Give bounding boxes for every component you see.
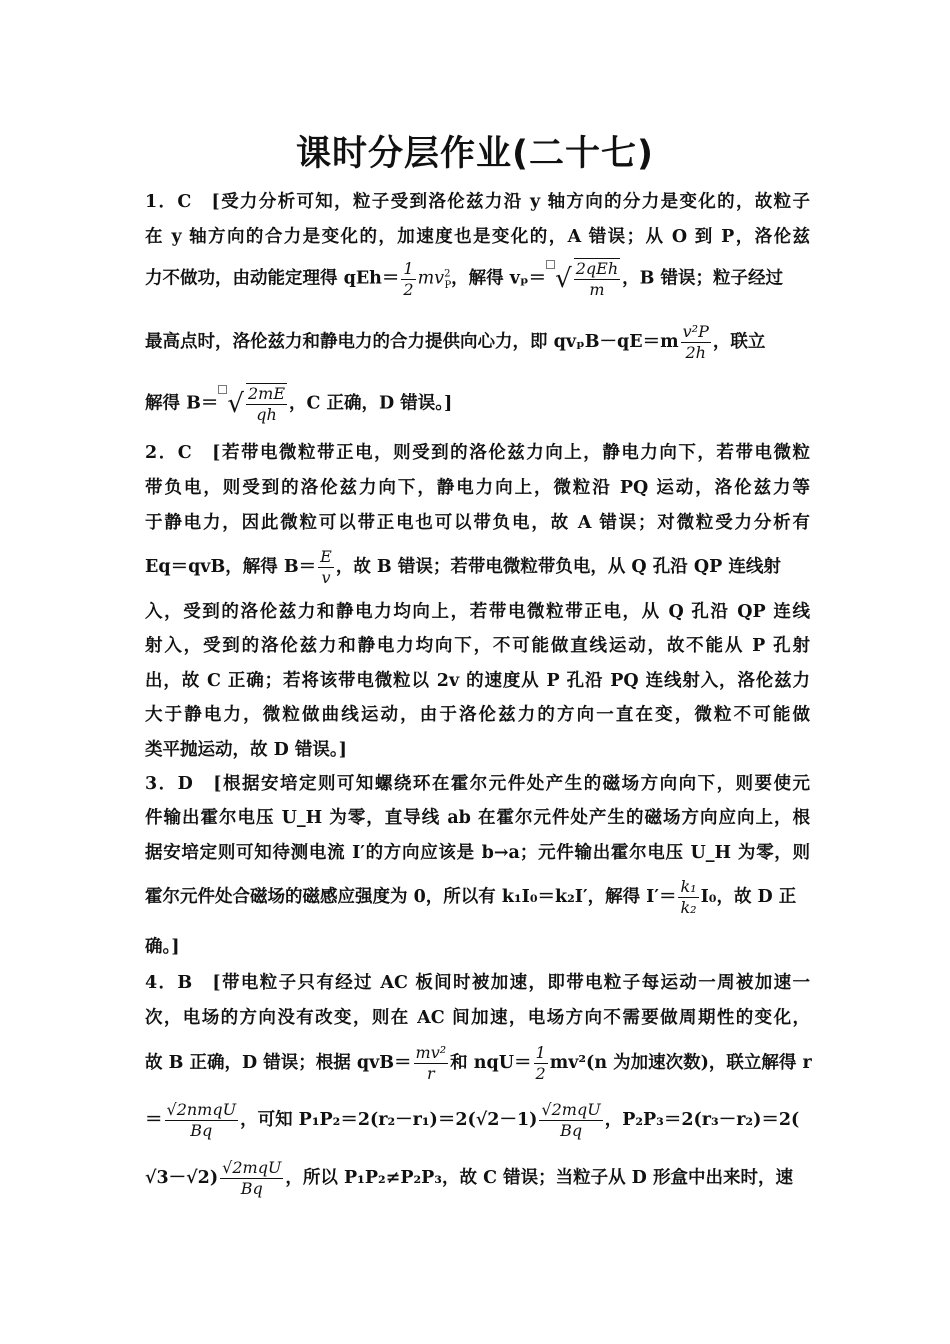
text-line: 类平抛运动，故 D 错误。] (145, 740, 347, 760)
text-run: 和 nqU＝ (450, 1053, 532, 1073)
text-run: ，所以 P₁P₂≠P₂P₃，故 C 错误；当粒子从 D 形盒中出来时，速 (285, 1168, 793, 1188)
fraction (681, 322, 711, 363)
text-line: 射入，受到的洛伦兹力和静电力均向下，不可能做直线运动，故不能从 P 孔射 (145, 636, 810, 656)
text-run: 力不做功，由动能定理得 qEh＝ (145, 268, 400, 289)
denominator: 2 (403, 279, 414, 299)
text-run: ＝ (145, 1110, 163, 1130)
fraction (414, 1043, 449, 1084)
radical (218, 383, 289, 425)
denominator: k₂ (680, 898, 697, 917)
fraction (401, 259, 415, 300)
superscript: 2 (444, 268, 451, 280)
page-title: 课时分层作业(二十七) (296, 134, 654, 174)
text-line: 2．C [若带电微粒带正电，则受到的洛伦兹力向上，静电力向下，若带电微粒 (145, 443, 810, 463)
text-run: ，故 B 错误；若带电微粒带负电，从 Q 孔沿 QP 连线射 (335, 557, 781, 577)
numerator: √2mqU (222, 1158, 282, 1177)
formula-line (145, 877, 810, 918)
formula-line (145, 383, 810, 425)
fraction (220, 1158, 283, 1199)
numerator: 2qEh (575, 259, 619, 278)
root-sign-icon: √ (227, 389, 244, 419)
denominator: m (589, 280, 605, 299)
denominator: Bq (190, 1121, 213, 1140)
text-line: 4．B [带电粒子只有经过 AC 板间时被加速，即带电粒子每运动一周被加速一 (145, 973, 810, 993)
radical (546, 258, 622, 300)
formula-line (145, 1158, 810, 1199)
numerator: 1 (403, 258, 414, 278)
denominator: Bq (560, 1121, 583, 1140)
formula-line (145, 1100, 810, 1141)
text-line: 3．D [根据安培定则可知螺绕环在霍尔元件处产生的磁场方向向下，则要使元 (145, 774, 810, 794)
text-line: 据安培定则可知待测电流 I′的方向应该是 b→a；元件输出霍尔电压 U_H 为零，则 (145, 843, 810, 863)
numerator: √2mqU (541, 1100, 601, 1119)
numerator: k₁ (680, 877, 697, 896)
text-line: 确。] (145, 937, 180, 957)
text-run: ，联立 (712, 332, 766, 352)
text-line: 出，故 C 正确；若将该带电微粒以 2v 的速度从 P 孔沿 PQ 连线射入，洛伦兹力 (145, 671, 810, 691)
numerator: 1 (535, 1043, 546, 1062)
fraction (539, 1100, 602, 1141)
text-run: mv (417, 268, 445, 289)
text-run: √3－√2) (145, 1168, 219, 1188)
denominator: 2h (685, 343, 706, 362)
text-run: Eq＝qvB，解得 B＝ (145, 557, 317, 577)
formula-line (145, 1043, 810, 1084)
fraction (165, 1100, 239, 1141)
denominator: qh (256, 405, 277, 424)
text-run: 解得 B＝ (145, 393, 219, 414)
numerator: E (320, 547, 332, 566)
formula-line (145, 322, 810, 363)
text-run: ，C 正确，D 错误。] (289, 393, 453, 414)
subscript: P (444, 280, 452, 291)
fraction (318, 547, 334, 588)
text-run: mv²(n 为加速次数)，联立解得 r (549, 1053, 812, 1073)
fraction (534, 1043, 548, 1084)
formula-line (145, 547, 810, 588)
numerator: 2mE (247, 384, 285, 403)
denominator: r (427, 1064, 435, 1083)
numerator: √2nmqU (166, 1100, 237, 1119)
text-run: I₀，故 D 正 (700, 887, 797, 907)
numerator: v²P (682, 322, 709, 341)
text-run: 最高点时，洛伦兹力和静电力的合力提供向心力，即 qvₚB－qE＝m (145, 332, 679, 352)
text-line: 件输出霍尔电压 U_H 为零，直导线 ab 在霍尔元件处产生的磁场方向应向上，根 (145, 808, 810, 828)
text-run: 霍尔元件处合磁场的磁感应强度为 0，所以有 k₁I₀＝k₂I′，解得 I′＝ (145, 887, 677, 907)
text-line: 大于静电力，微粒做曲线运动，由于洛伦兹力的方向一直在变，微粒不可能做 (145, 705, 810, 725)
text-run: 故 B 正确，D 错误；根据 qvB＝ (145, 1053, 412, 1073)
text-line: 1．C [受力分析可知，粒子受到洛伦兹力沿 y 轴方向的分力是变化的，故粒子 (145, 192, 810, 212)
text-line: 在 y 轴方向的合力是变化的，加速度也是变化的，A 错误；从 O 到 P，洛伦兹 (145, 227, 810, 247)
text-run: ，解得 vₚ＝ (451, 268, 547, 289)
placeholder-box-icon (546, 260, 555, 269)
denominator: Bq (240, 1179, 263, 1198)
formula-line (145, 258, 810, 300)
text-line: 带负电，则受到的洛伦兹力向下，静电力向上，微粒沿 PQ 运动，洛伦兹力等 (145, 478, 810, 498)
denominator: v (321, 568, 331, 587)
denominator: 2 (535, 1064, 546, 1083)
text-line: 于静电力，因此微粒可以带正电也可以带负电，故 A 错误；对微粒受力分析有 (145, 513, 810, 533)
text-run: ，P₂P₃＝2(r₃－r₂)＝2( (604, 1110, 800, 1130)
fraction (678, 877, 698, 918)
root-sign-icon: √ (555, 264, 572, 294)
text-run: ，B 错误；粒子经过 (622, 268, 784, 289)
text-run: ，可知 P₁P₂＝2(r₂－r₁)＝2(√2－1) (240, 1110, 538, 1130)
numerator: mv² (415, 1043, 447, 1062)
text-line: 次，电场的方向没有改变，则在 AC 间加速，电场方向不需要做周期性的变化， (145, 1008, 810, 1028)
text-line: 入，受到的洛伦兹力和静电力均向上，若带电微粒带正电，从 Q 孔沿 QP 连线 (145, 602, 810, 622)
